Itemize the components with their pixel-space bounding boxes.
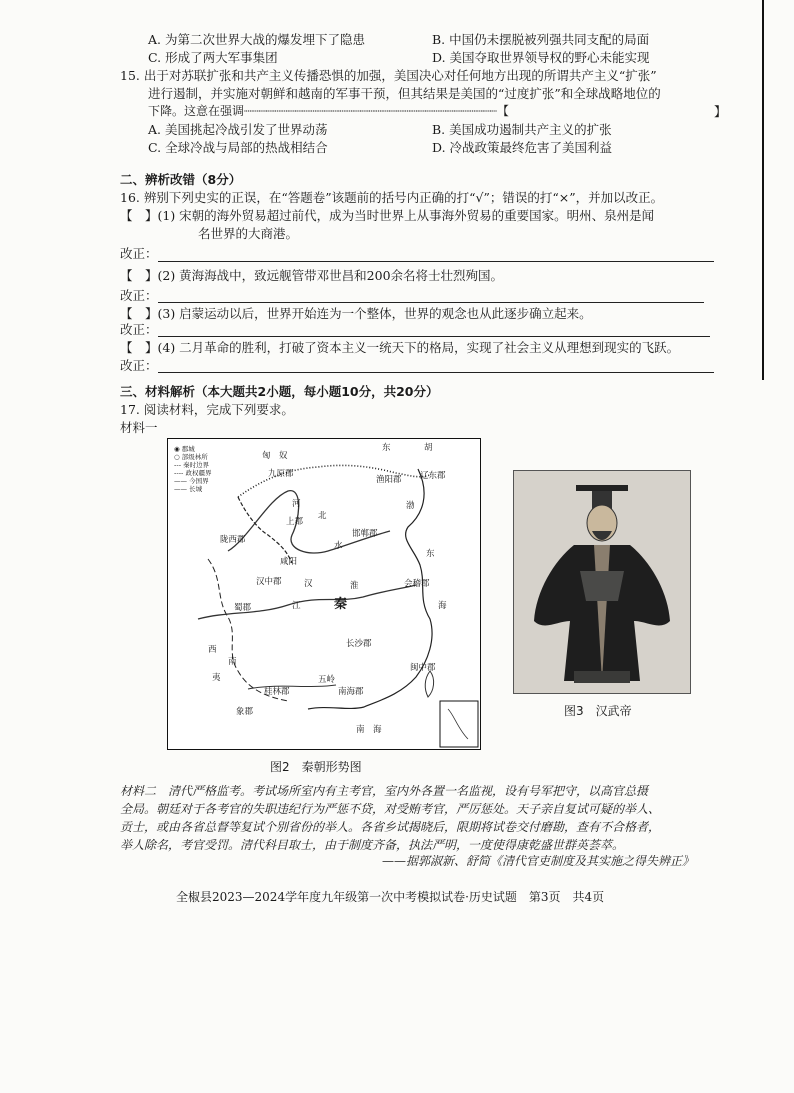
map-label: 蜀郡: [234, 603, 252, 613]
q14-option-b: B. 中国仍未摆脱被列强共同支配的局面: [432, 32, 650, 47]
material2-line4: 举人除名，考官受罚。清代科目取士，由于制度齐备，执法严明，一度使得康乾盛世群英荟萃。: [120, 838, 625, 852]
qin-dynasty-map: [167, 438, 481, 750]
material2-source: ——据郭淑新、舒简《清代官吏制度及其实施之得失辨正》: [382, 854, 695, 868]
legend-item: —— 长城: [174, 485, 203, 493]
map-label: 西: [208, 645, 217, 655]
map-label: 河: [292, 499, 301, 509]
map-label: 夷: [212, 673, 221, 683]
map-label: 汉中郡: [256, 577, 282, 587]
map-label: 渔阳郡: [376, 475, 402, 485]
map-label: 咸阳: [280, 557, 298, 567]
legend-item: ---- 政权疆界: [174, 469, 212, 477]
q16-correction-label-2: 改正：: [120, 288, 158, 303]
section2-heading: 二、辨析改错（8分）: [120, 172, 242, 187]
q15-stem-line2: 进行遏制，并实施对朝鲜和越南的军事干预，但其结果是美国的“过度扩张”和全球战略地位的: [148, 86, 661, 101]
legend-item: ◉ 郡城: [174, 445, 195, 453]
map-label: 东: [382, 443, 391, 453]
legend-item: —— 今国界: [174, 477, 209, 485]
map-label: 桂林郡: [264, 687, 290, 697]
material2-line2: 全局。朝廷对于各考官的失职违纪行为严惩不贷，对受贿考官，严厉惩处。天子亲自复试可疑的举人、: [120, 802, 661, 816]
map-label: 海: [438, 601, 447, 611]
q15-option-a: A. 美国挑起冷战引发了世界动荡: [148, 122, 328, 137]
map-label: 陇西郡: [220, 535, 246, 545]
q15-option-c: C. 全球冷战与局部的热战相结合: [148, 140, 328, 155]
map-label: 淮: [350, 581, 359, 591]
q16-item-2: 【 】(2) 黄海海战中，致远舰管带邓世昌和200余名将士壮烈殉国。: [120, 268, 504, 283]
legend-item: --- 秦时边界: [174, 461, 210, 469]
map-label: 九原郡: [268, 469, 294, 479]
q16-correction-line-4[interactable]: [158, 372, 714, 373]
portrait-drawing: [514, 471, 690, 693]
map-label: 上郡: [286, 517, 304, 527]
q14-option-c: C. 形成了两大军事集团: [148, 50, 278, 65]
map-label: 北: [318, 511, 327, 521]
map-label: 辽东郡: [420, 471, 446, 481]
q15-stem-line3: 下降。这意在强调┈┈┈┈┈┈┈┈┈┈┈┈┈┈┈┈┈┈┈┈┈┈┈┈┈┈┈┈┈┈┈┈┈┈┈【: [148, 104, 509, 118]
map-drawing: [168, 439, 480, 749]
q16-correction-label-1: 改正：: [120, 246, 158, 261]
map-label: 会稽郡: [404, 579, 430, 589]
map-label: 匈 奴: [262, 451, 288, 461]
map-label: 东: [426, 549, 435, 559]
q16-correction-label-4: 改正：: [120, 358, 158, 373]
portrait-caption: 图3 汉武帝: [564, 704, 632, 718]
legend-item: ○ 部级林所: [174, 453, 208, 461]
map-label: 汉: [304, 579, 313, 589]
q16-correction-label-3: 改正：: [120, 322, 158, 337]
material2-line3: 贡士，或由各省总督等复试个别省份的举人。各省乡试揭晓后，限期将试卷交付磨勘，查有不合格者，: [120, 820, 661, 834]
map-label-qin: 秦: [334, 597, 348, 612]
q15-bracket-close: 】: [714, 104, 727, 119]
q16-item-3: 【 】(3) 启蒙运动以后，世界开始连为一个整体，世界的观念也从此逐步确立起来。: [120, 306, 592, 321]
q15-option-d: D. 冷战政策最终危害了美国利益: [432, 140, 613, 155]
q15-option-b: B. 美国成功遏制共产主义的扩张: [432, 122, 612, 137]
section3-heading: 三、材料解析（本大题共2小题，每小题10分，共20分）: [120, 384, 439, 399]
map-label: 江: [292, 601, 301, 611]
material1-label: 材料一: [120, 420, 158, 435]
map-label: 象郡: [236, 707, 254, 717]
material2-line1: 材料二 清代严格监考。考试场所室内有主考官，室内外各置一名监视，设有号军把守，以高官总摄: [120, 784, 649, 798]
map-label: 闽中郡: [410, 663, 436, 673]
map-legend: [174, 445, 211, 493]
map-label: 渤: [406, 501, 415, 511]
page-footer: 全椒县2023—2024学年度九年级第一次中考模拟试卷·历史试题 第3页 共4页: [176, 890, 605, 904]
map-label: 水: [334, 541, 343, 551]
q16-correction-line-2[interactable]: [158, 302, 704, 303]
han-wudi-portrait: [513, 470, 691, 694]
map-label: 胡: [424, 443, 433, 453]
q15-stem-line1: 15. 出于对苏联扩张和共产主义传播恐惧的加强，美国决心对任何地方出现的所谓共产主义“扩张”: [120, 68, 657, 83]
map-label: 南 海: [356, 725, 382, 735]
map-caption: 图2 秦朝形势图: [270, 760, 362, 774]
margin-rule: [762, 0, 764, 380]
q16-item-4: 【 】(4) 二月革命的胜利，打破了资本主义一统天下的格局，实现了社会主义从理想到现实的飞跃。: [120, 340, 680, 355]
q16-correction-line-1[interactable]: [158, 261, 714, 262]
map-label: 南: [228, 657, 237, 667]
q16-correction-line-3[interactable]: [158, 336, 710, 337]
q14-option-a: A. 为第二次世界大战的爆发埋下了隐患: [148, 32, 365, 47]
q16-item-1: 【 】(1) 宋朝的海外贸易超过前代，成为当时世界上从事海外贸易的重要国家。明州、泉州是闻: [120, 208, 655, 223]
map-label: 五岭: [318, 675, 336, 685]
map-label: 长沙郡: [346, 639, 372, 649]
q16-instruction: 16. 辨别下列史实的正误，在“答题卷”该题前的括号内正确的打“√”；错误的打“×”，并加以改正。: [120, 190, 664, 205]
map-label: 南海郡: [338, 687, 364, 697]
map-label: 邯郸郡: [352, 529, 378, 539]
q16-item-1-cont: 名世界的大商港。: [198, 226, 299, 241]
q14-option-d: D. 美国夺取世界领导权的野心未能实现: [432, 50, 650, 65]
q17-instruction: 17. 阅读材料，完成下列要求。: [120, 402, 294, 417]
